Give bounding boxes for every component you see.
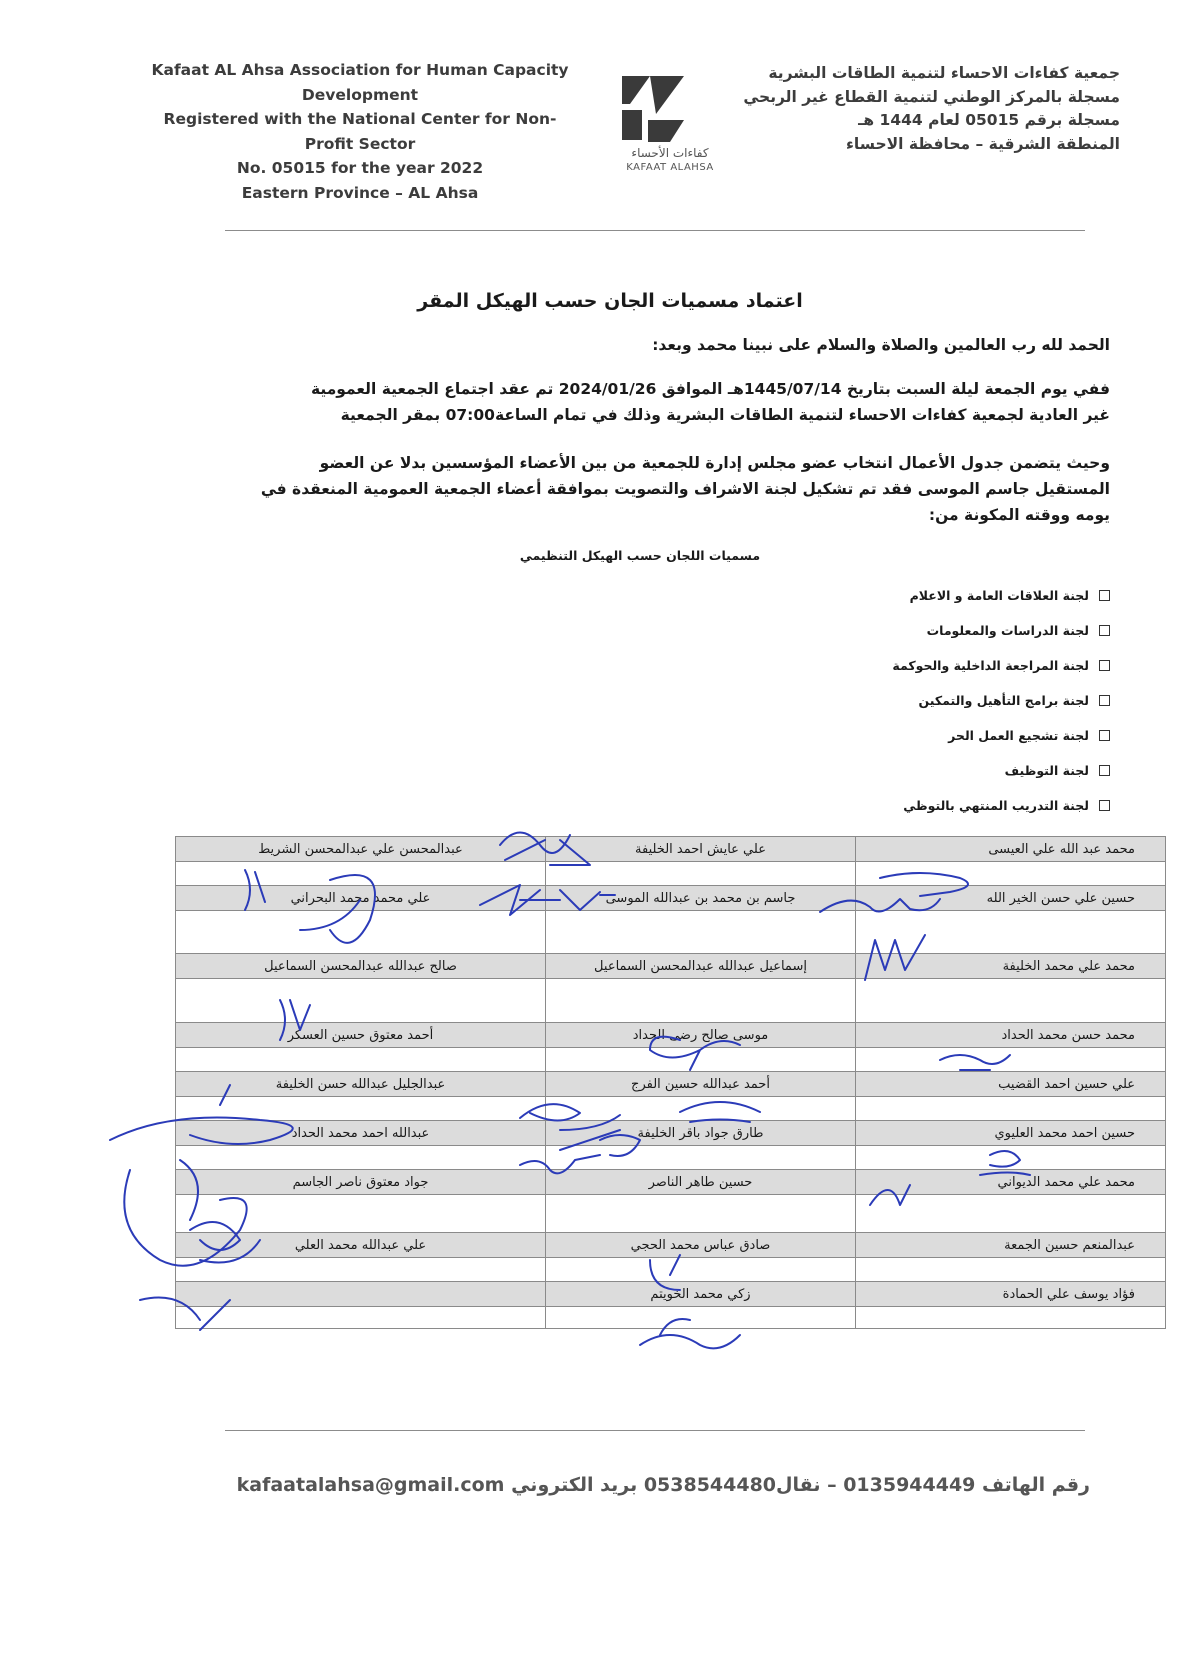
member-name: طارق جواد باقر الخليفة [546,1121,856,1146]
paragraph-line: ففي يوم الجمعة ليلة السبت بتاريخ 1445/07/14هـ الموافق 2024/01/26 تم عقد اجتماع الجمعية العمومية [310,380,1110,398]
member-name: حسين احمد محمد العليوي [856,1121,1166,1146]
member-name: أحمد عبدالله حسين الفرج [546,1072,856,1097]
checkbox-icon [1099,590,1110,601]
member-name: حسين علي حسن الخير الله [856,886,1166,911]
greeting-text: الحمد لله رب العالمين والصلاة والسلام على نبينا محمد وبعد: [652,336,1110,354]
signature-row [176,1258,1166,1282]
document-title: اعتماد مسميات الجان حسب الهيكل المقر [417,290,803,312]
member-name: حسين طاهر الناصر [546,1170,856,1195]
member-name: جواد معتوق ناصر الجاسم [176,1170,546,1195]
committee-list-heading: مسميات اللجان حسب الهيكل التنظيمي [519,548,761,563]
member-name: عبدالمنعم حسين الجمعة [856,1233,1166,1258]
letterhead-line: جمعية كفاءات الاحساء لتنمية الطاقات البشرية [768,64,1120,82]
member-name: زكي محمد الخويتم [546,1282,856,1307]
arabic-letterhead [743,62,1120,156]
member-name: فؤاد يوسف علي الحمادة [856,1282,1166,1307]
member-name [176,1282,546,1307]
paragraph-line: يومه ووقته المكونة من: [928,506,1110,524]
signature-row [176,1307,1166,1329]
member-name: عبدالجليل عبدالله حسن الخليفة [176,1072,546,1097]
table-row [176,1170,1166,1195]
member-name: موسى صالح رضى الحداد [546,1023,856,1048]
table-row [176,886,1166,911]
checkbox-icon [1099,695,1110,706]
member-name: علي عايش احمد الخليفة [546,837,856,862]
paragraph-agenda [236,450,1110,528]
committee-label: لجنة الدراسات والمعلومات [926,623,1089,638]
table-row [176,1072,1166,1097]
table-row [176,1233,1166,1258]
signature-row [176,911,1166,954]
paragraph-line: وحيث يتضمن جدول الأعمال انتخاب عضو مجلس إدارة للجمعية من بين الأعضاء المؤسسين بدلا عن العضو [319,454,1110,472]
letterhead-line: المنطقة الشرقية – محافظة الاحساء [845,134,1120,153]
member-name: محمد عبد الله علي العيسى [856,837,1166,862]
letterhead-line: Development [301,85,419,104]
committee-label: لجنة التدريب المنتهي بالتوظي [903,798,1089,813]
signature-row [176,1146,1166,1170]
committee-label: لجنة العلاقات العامة و الاعلام [909,588,1089,603]
signature-row [176,1097,1166,1121]
checkbox-icon [1099,660,1110,671]
logo-text-arabic: كفاءات الأحساء [631,146,709,160]
members-table [175,836,1166,1329]
greeting [236,332,1110,358]
member-name: عبدالله احمد محمد الحداد [176,1121,546,1146]
logo-text-english: KAFAAT ALAHSA [626,162,714,173]
committee-label: لجنة التوظيف [1004,763,1089,778]
checkbox-icon [1099,625,1110,636]
letterhead-line: Eastern Province – AL Ahsa [241,183,479,202]
committee-item [948,728,1110,743]
member-name: علي محمد محمد البحراني [176,886,546,911]
checkbox-icon [1099,800,1110,811]
member-name: محمد حسن محمد الحداد [856,1023,1166,1048]
table-row [176,1023,1166,1048]
member-name: محمد علي محمد الديواني [856,1170,1166,1195]
english-letterhead [140,58,580,205]
committee-label: لجنة تشجيع العمل الحر [948,728,1089,743]
member-name: محمد علي محمد الخليفة [856,954,1166,979]
paragraph-meeting [236,376,1110,428]
signature-row [176,1048,1166,1072]
member-name: جاسم بن محمد بن عبدالله الموسى [546,886,856,911]
table-row [176,837,1166,862]
table-row [176,1121,1166,1146]
member-name: عبدالمحسن علي عبدالمحسن الشريط [176,837,546,862]
member-name: علي حسين احمد القضيب [856,1072,1166,1097]
member-name: أحمد معتوق حسين العسكر [176,1023,546,1048]
committee-label: لجنة المراجعة الداخلية والحوكمة [892,658,1089,673]
table-row [176,954,1166,979]
member-name: إسماعيل عبدالله عبدالمحسن السماعيل [546,954,856,979]
committee-item [910,588,1110,603]
footer-divider [225,1430,1085,1431]
checkbox-icon [1099,765,1110,776]
signature-row [176,979,1166,1023]
signature-row [176,862,1166,886]
signature-row [176,1195,1166,1233]
header-divider [225,230,1085,231]
table-row [176,1282,1166,1307]
letterhead-line: مسجلة بالمركز الوطني لتنمية القطاع غير الربحي [743,87,1120,106]
committee-item [919,693,1111,708]
paragraph-line: المستقيل جاسم الموسى فقد تم تشكيل لجنة الاشراف والتصويت بموافقة أعضاء الجمعية العمومية المنعقدة في [260,480,1110,498]
paragraph-line: غير العادية لجمعية كفاءات الاحساء لتنمية الطاقات البشرية وذلك في تمام الساعة07:00 بمقر الجمعية [340,406,1110,424]
member-name: علي عبدالله محمد العلي [176,1233,546,1258]
member-name: صالح عبدالله عبدالمحسن السماعيل [176,954,546,979]
letterhead-line: مسجلة برقم 05015 لعام 1444 هـ [858,111,1120,129]
footer-contact: رقم الهاتف 0135944449 – نقال0538544480 بريد الكتروني kafaatalahsa@gmail.com [236,1474,1090,1496]
member-name: صادق عباس محمد الحجي [546,1233,856,1258]
letterhead-line: Registered with the National Center for Non- [163,110,557,128]
committee-item [927,623,1110,638]
checkbox-icon [1099,730,1110,741]
committee-item [892,658,1110,673]
letterhead-line: Kafaat AL Ahsa Association for Human Capacity [151,61,569,79]
committee-label: لجنة برامج التأهيل والتمكين [918,693,1089,708]
committee-item [903,798,1110,813]
letterhead-line: Profit Sector [304,134,416,153]
letterhead-line: No. 05015 for the year 2022 [236,159,484,177]
committee-item [1005,763,1110,778]
